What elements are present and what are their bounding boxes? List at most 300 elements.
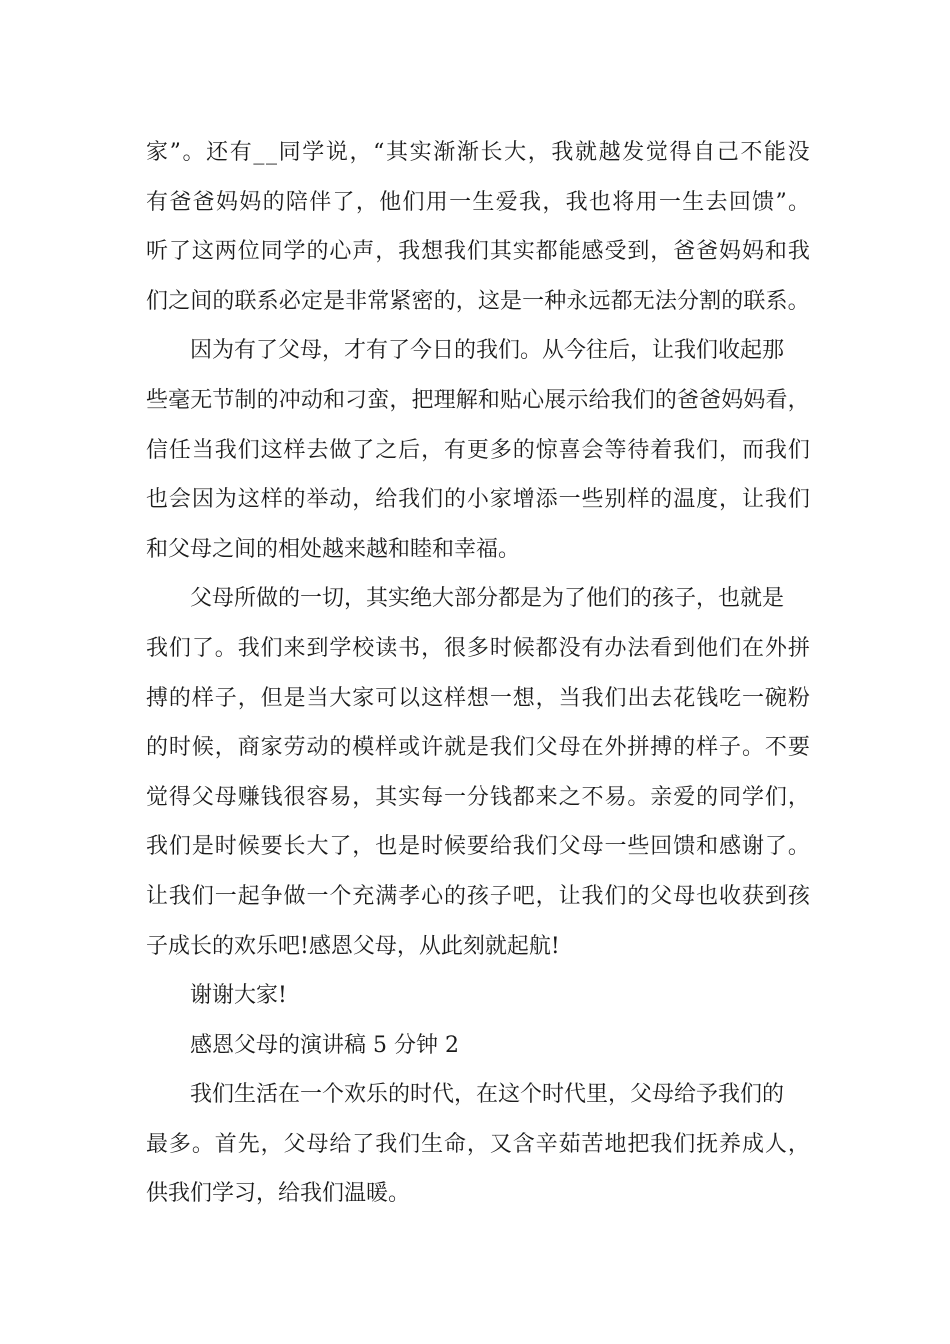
- glyph: 子: [214, 685, 237, 711]
- glyph: 觉: [146, 784, 169, 810]
- glyph: 的: [262, 189, 285, 215]
- glyph: 能: [763, 140, 786, 165]
- glyph: 实: [512, 239, 535, 265]
- glyph: 联: [234, 288, 257, 314]
- glyph: 一: [741, 685, 764, 711]
- glyph: 孩: [466, 883, 489, 909]
- glyph: 搏: [146, 685, 169, 711]
- glyph: 小: [466, 487, 489, 513]
- glyph: 们: [787, 487, 810, 513]
- document-body: [146, 128, 810, 1219]
- glyph: 大: [504, 140, 527, 165]
- glyph: 解: [455, 387, 478, 413]
- glyph: 生: [682, 189, 705, 215]
- glyph: 样: [260, 487, 283, 513]
- glyph: 做: [283, 883, 306, 909]
- glyph: 是: [398, 834, 421, 860]
- glyph: 子: [489, 883, 512, 909]
- glyph: 候: [237, 834, 260, 860]
- glyph: 的: [650, 487, 673, 513]
- glyph: 妈: [719, 239, 742, 265]
- glyph: 易: [604, 784, 627, 810]
- glyph: 没: [787, 140, 810, 165]
- glyph: 搏: [650, 735, 673, 761]
- glyph: 们: [398, 1131, 421, 1157]
- glyph: 间: [190, 288, 213, 314]
- glyph: 们: [764, 784, 787, 810]
- glyph: 的: [306, 239, 329, 265]
- glyph: 声: [352, 239, 375, 265]
- glyph: 位: [237, 239, 260, 265]
- section-title: [146, 1021, 810, 1071]
- glyph: 添: [535, 487, 558, 513]
- glyph: 到: [627, 239, 650, 265]
- glyph: 母: [214, 784, 237, 810]
- glyph: 给: [588, 387, 611, 413]
- glyph: 必: [278, 288, 301, 314]
- glyph: 长: [283, 834, 306, 860]
- glyph: ，: [349, 140, 372, 165]
- glyph: 了: [332, 189, 355, 215]
- glyph: 这: [421, 685, 444, 711]
- glyph: 我: [237, 635, 260, 661]
- glyph: 了: [352, 1131, 375, 1157]
- glyph: 家: [146, 140, 169, 165]
- glyph: 同: [719, 784, 742, 810]
- glyph: 又: [489, 1131, 512, 1157]
- glyph: 看: [765, 387, 788, 413]
- glyph: 度: [696, 487, 719, 513]
- glyph: 贴: [500, 387, 523, 413]
- glyph: 些: [146, 387, 169, 413]
- glyph: 有: [443, 437, 466, 463]
- glyph: ，: [214, 735, 237, 761]
- glyph: 拼: [627, 735, 650, 761]
- glyph: 们: [632, 387, 655, 413]
- glyph: 系: [256, 288, 279, 314]
- glyph: ，: [535, 883, 558, 909]
- glyph: 们: [604, 883, 627, 909]
- glyph: 生: [421, 1131, 444, 1157]
- glyph: ，: [352, 834, 375, 860]
- glyph: 些: [627, 834, 650, 860]
- glyph: 用: [425, 189, 448, 215]
- glyph: 一: [449, 189, 472, 215]
- glyph: 一: [443, 784, 466, 810]
- glyph: 看: [650, 635, 673, 661]
- glyph: 不: [740, 140, 763, 165]
- text-line: [146, 674, 810, 724]
- glyph: 联: [743, 288, 766, 314]
- glyph: 我: [551, 140, 574, 165]
- glyph: 和: [477, 387, 500, 413]
- glyph: 父: [650, 883, 673, 909]
- line-text: 父母所做的一切，其实绝大部分都是为了他们的孩子，也就是: [190, 586, 785, 612]
- glyph: 我: [168, 883, 191, 909]
- text-line: [146, 624, 810, 674]
- glyph: 候: [512, 635, 535, 661]
- glyph: _: [265, 140, 277, 165]
- glyph: 。: [214, 635, 237, 661]
- glyph: 会: [168, 487, 191, 513]
- glyph: 读: [375, 635, 398, 661]
- glyph: 许: [421, 735, 444, 761]
- glyph: 爱: [673, 784, 696, 810]
- glyph: 人: [764, 1131, 787, 1157]
- glyph: 也: [588, 189, 611, 215]
- glyph: ，: [421, 635, 444, 661]
- glyph: 成: [741, 1131, 764, 1157]
- glyph: 信: [146, 437, 169, 463]
- glyph: 己: [716, 140, 739, 165]
- paragraph-start: [146, 1070, 810, 1120]
- glyph: 展: [544, 387, 567, 413]
- glyph: 让: [146, 883, 169, 909]
- glyph: 我: [787, 239, 810, 265]
- glyph: 法: [654, 288, 677, 314]
- glyph: 毫: [168, 387, 191, 413]
- glyph: 了: [168, 239, 191, 265]
- glyph: 因: [191, 487, 214, 513]
- glyph: 我: [581, 685, 604, 711]
- glyph: 都: [535, 239, 558, 265]
- line-text: 供我们学习，给我们温暖。: [146, 1181, 411, 1207]
- glyph: 分: [466, 784, 489, 810]
- glyph: 馈: [752, 189, 775, 215]
- glyph: 充: [352, 883, 375, 909]
- glyph: 我: [375, 1131, 398, 1157]
- glyph: ”: [169, 140, 181, 165]
- glyph: 还: [206, 140, 229, 165]
- glyph: 商: [237, 735, 260, 761]
- glyph: 一: [522, 288, 545, 314]
- glyph: 我: [673, 437, 696, 463]
- glyph: 谢: [741, 834, 764, 860]
- glyph: 喜: [558, 437, 581, 463]
- glyph: 但: [260, 685, 283, 711]
- glyph: 做: [329, 437, 352, 463]
- glyph: 非: [345, 288, 368, 314]
- glyph: 蛮: [367, 387, 390, 413]
- glyph: 我: [610, 387, 633, 413]
- glyph: 们: [466, 239, 489, 265]
- glyph: 易: [329, 784, 352, 810]
- glyph: 永: [566, 288, 589, 314]
- glyph: 我: [489, 735, 512, 761]
- glyph: 两: [214, 239, 237, 265]
- glyph: 之: [168, 288, 191, 314]
- glyph: 都: [535, 635, 558, 661]
- glyph: 着: [650, 437, 673, 463]
- glyph: ，: [237, 685, 260, 711]
- text-line: [146, 426, 810, 476]
- glyph: 也: [696, 883, 719, 909]
- glyph: 。: [627, 784, 650, 810]
- glyph: 其: [375, 784, 398, 810]
- glyph: 动: [300, 387, 323, 413]
- glyph: ，: [421, 437, 444, 463]
- glyph: ，: [719, 487, 742, 513]
- glyph: 去: [306, 437, 329, 463]
- glyph: 我: [565, 189, 588, 215]
- glyph: “: [373, 140, 385, 165]
- glyph: 自: [693, 140, 716, 165]
- glyph: 我: [398, 487, 421, 513]
- glyph: 到: [306, 635, 329, 661]
- glyph: 了: [191, 635, 214, 661]
- glyph: ，: [650, 239, 673, 265]
- glyph: 的: [283, 487, 306, 513]
- glyph: 和: [764, 239, 787, 265]
- glyph: 心: [421, 883, 444, 909]
- glyph: _: [253, 140, 265, 165]
- glyph: 把: [411, 387, 434, 413]
- glyph: 们: [604, 685, 627, 711]
- glyph: 爸: [699, 387, 722, 413]
- glyph: 候: [191, 735, 214, 761]
- text-line: [146, 475, 810, 525]
- glyph: 温: [673, 487, 696, 513]
- glyph: 书: [398, 635, 421, 661]
- glyph: 家: [489, 487, 512, 513]
- line-text: 感恩父母的演讲稿 5 分钟 2: [190, 1032, 459, 1058]
- glyph: 的: [168, 685, 191, 711]
- glyph: 一: [306, 883, 329, 909]
- glyph: 妈: [743, 387, 766, 413]
- glyph: 也: [375, 834, 398, 860]
- glyph: 这: [477, 288, 500, 314]
- glyph: 等: [604, 437, 627, 463]
- text-line: [146, 723, 810, 773]
- glyph: ，: [787, 387, 810, 413]
- glyph: ，: [466, 1131, 489, 1157]
- glyph: ，: [455, 288, 478, 314]
- glyph: 含: [512, 1131, 535, 1157]
- glyph: 一: [604, 834, 627, 860]
- glyph: 得: [168, 784, 191, 810]
- glyph: 就: [443, 735, 466, 761]
- glyph: 学: [283, 239, 306, 265]
- glyph: 这: [237, 487, 260, 513]
- glyph: 我: [519, 189, 542, 215]
- glyph: 无: [190, 387, 213, 413]
- glyph: 时: [168, 735, 191, 761]
- line-text: 和父母之间的相处越来越和睦和幸福。: [146, 536, 521, 562]
- glyph: 父: [191, 784, 214, 810]
- glyph: 容: [306, 784, 329, 810]
- glyph: 冲: [278, 387, 301, 413]
- glyph: 想: [421, 239, 444, 265]
- glyph: 们: [421, 487, 444, 513]
- glyph: 系: [765, 288, 788, 314]
- glyph: 心: [329, 239, 352, 265]
- glyph: 馈: [673, 834, 696, 860]
- glyph: 可: [375, 685, 398, 711]
- glyph: 父: [558, 834, 581, 860]
- glyph: 吃: [719, 685, 742, 711]
- glyph: 动: [306, 735, 329, 761]
- glyph: 之: [558, 784, 581, 810]
- glyph: 给: [329, 1131, 352, 1157]
- glyph: 。: [191, 1131, 214, 1157]
- glyph: 们: [787, 437, 810, 463]
- glyph: 赚: [237, 784, 260, 810]
- line-text: 子成长的欢乐吧!感恩父母，从此刻就起航!: [146, 933, 560, 959]
- glyph: 当: [306, 685, 329, 711]
- text-line: [146, 178, 810, 228]
- glyph: 的: [443, 487, 466, 513]
- text-line: [146, 922, 810, 972]
- glyph: 实: [398, 784, 421, 810]
- glyph: 是: [466, 735, 489, 761]
- glyph: 父: [535, 735, 558, 761]
- glyph: ，: [535, 685, 558, 711]
- glyph: 让: [741, 487, 764, 513]
- glyph: 分: [677, 288, 700, 314]
- glyph: 样: [283, 437, 306, 463]
- glyph: 母: [673, 883, 696, 909]
- glyph: 大: [306, 834, 329, 860]
- glyph: ，: [719, 437, 742, 463]
- glyph: 了: [329, 834, 352, 860]
- glyph: 这: [191, 239, 214, 265]
- glyph: 模: [352, 735, 375, 761]
- text-line: [146, 822, 810, 872]
- glyph: 也: [146, 487, 169, 513]
- glyph: 听: [146, 239, 169, 265]
- glyph: 理: [433, 387, 456, 413]
- glyph: ，: [260, 1131, 283, 1157]
- glyph: 多: [466, 635, 489, 661]
- glyph: 个: [329, 883, 352, 909]
- glyph: 外: [764, 635, 787, 661]
- glyph: 。: [182, 140, 205, 165]
- glyph: 很: [443, 635, 466, 661]
- glyph: 到: [673, 635, 696, 661]
- glyph: ，: [542, 189, 565, 215]
- glyph: 就: [574, 140, 597, 165]
- glyph: 时: [489, 635, 512, 661]
- glyph: ，: [787, 784, 810, 810]
- glyph: 地: [604, 1131, 627, 1157]
- glyph: ”: [775, 189, 787, 215]
- glyph: 孝: [398, 883, 421, 909]
- glyph: 感: [581, 239, 604, 265]
- glyph: 其: [489, 239, 512, 265]
- glyph: 给: [489, 834, 512, 860]
- glyph: 更: [466, 437, 489, 463]
- glyph: 母: [558, 735, 581, 761]
- glyph: ，: [355, 189, 378, 215]
- glyph: 刁: [345, 387, 368, 413]
- glyph: 会: [581, 437, 604, 463]
- glyph: 要: [260, 834, 283, 860]
- glyph: 们: [168, 834, 191, 860]
- glyph: 些: [581, 487, 604, 513]
- glyph: 是: [500, 288, 523, 314]
- glyph: 同: [260, 239, 283, 265]
- glyph: 爱: [495, 189, 518, 215]
- text-line: [146, 773, 810, 823]
- glyph: 很: [283, 784, 306, 810]
- glyph: 们: [402, 189, 425, 215]
- glyph: 都: [512, 784, 535, 810]
- glyph: ，: [787, 1131, 810, 1157]
- glyph: 生: [472, 189, 495, 215]
- glyph: 母: [581, 834, 604, 860]
- glyph: 我: [512, 834, 535, 860]
- glyph: 出: [627, 685, 650, 711]
- glyph: 爸: [696, 239, 719, 265]
- glyph: 觉: [645, 140, 668, 165]
- glyph: 的: [721, 288, 744, 314]
- glyph: 首: [214, 1131, 237, 1157]
- glyph: 先: [237, 1131, 260, 1157]
- paragraph-start: [146, 574, 810, 624]
- glyph: 我: [214, 437, 237, 463]
- glyph: 有: [229, 140, 252, 165]
- glyph: 不: [581, 784, 604, 810]
- glyph: 他: [379, 189, 402, 215]
- glyph: 渐: [433, 140, 456, 165]
- glyph: 最: [146, 1131, 169, 1157]
- text-line: [146, 376, 810, 426]
- glyph: 的: [512, 437, 535, 463]
- glyph: 妈: [741, 239, 764, 265]
- glyph: 每: [421, 784, 444, 810]
- glyph: 花: [673, 685, 696, 711]
- glyph: 粉: [787, 685, 810, 711]
- glyph: 了: [352, 437, 375, 463]
- glyph: 命: [443, 1131, 466, 1157]
- glyph: 我: [398, 239, 421, 265]
- glyph: 长: [480, 140, 503, 165]
- glyph: 是: [283, 685, 306, 711]
- glyph: 一: [658, 189, 681, 215]
- glyph: 的: [696, 784, 719, 810]
- text-line: [146, 128, 810, 178]
- glyph: 的: [212, 288, 235, 314]
- glyph: 发: [622, 140, 645, 165]
- glyph: 当: [558, 685, 581, 711]
- glyph: 这: [260, 437, 283, 463]
- glyph: 有: [146, 189, 169, 215]
- glyph: 割: [699, 288, 722, 314]
- glyph: 当: [191, 437, 214, 463]
- glyph: 或: [398, 735, 421, 761]
- glyph: 。: [787, 288, 810, 314]
- glyph: 时: [421, 834, 444, 860]
- glyph: 远: [588, 288, 611, 314]
- glyph: 们: [191, 883, 214, 909]
- glyph: 的: [433, 288, 456, 314]
- glyph: 办: [604, 635, 627, 661]
- glyph: 子: [719, 735, 742, 761]
- glyph: 起: [237, 883, 260, 909]
- glyph: 们: [260, 635, 283, 661]
- glyph: 后: [398, 437, 421, 463]
- glyph: 去: [650, 685, 673, 711]
- glyph: 其: [385, 140, 408, 165]
- glyph: 增: [512, 487, 535, 513]
- glyph: 辛: [535, 1131, 558, 1157]
- glyph: 一: [558, 487, 581, 513]
- glyph: 示: [566, 387, 589, 413]
- glyph: 拼: [787, 635, 810, 661]
- glyph: 样: [627, 487, 650, 513]
- glyph: 渐: [456, 140, 479, 165]
- glyph: 节: [212, 387, 235, 413]
